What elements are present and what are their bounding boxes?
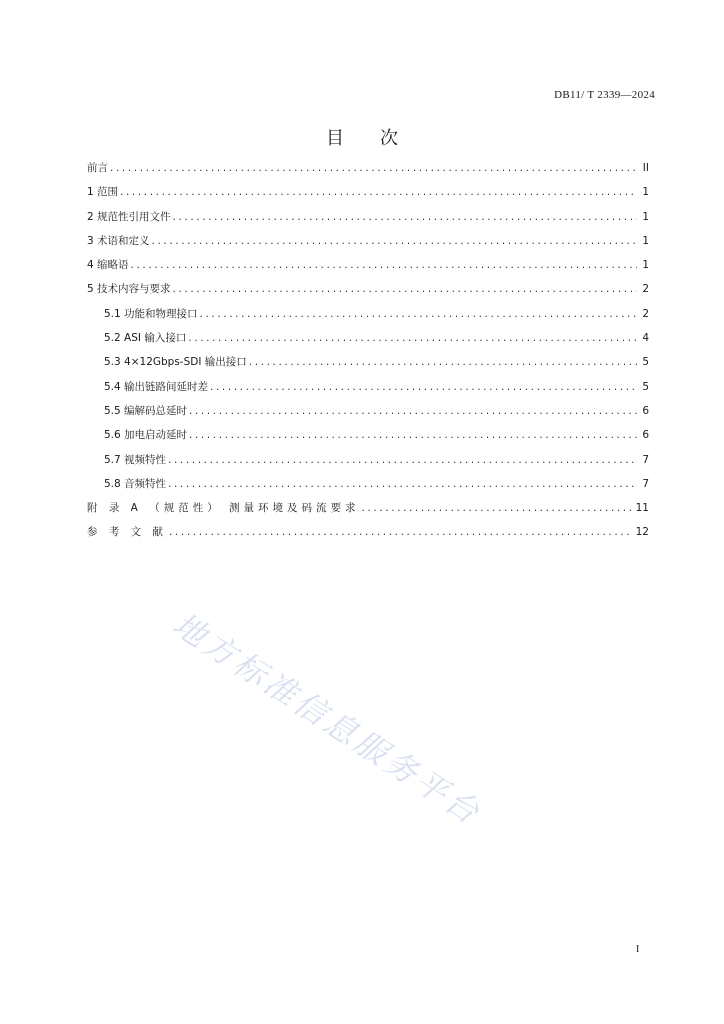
toc-entry-label: 5.8 音频特性 (104, 477, 167, 490)
toc-subentry[interactable] (87, 354, 649, 378)
toc-leader (152, 235, 637, 247)
toc-entry-label: 5.4 输出链路间延时差 (104, 380, 209, 393)
toc-leader (200, 308, 637, 320)
toc-entry-label: 2 规范性引用文件 (87, 210, 171, 223)
title-part-2: 次 (380, 128, 398, 149)
toc-subentry[interactable] (87, 452, 649, 476)
toc-entry-page: 5 (642, 380, 649, 393)
toc-entry-label: 附 录 A （规范性） 测量环境及码流要求 (87, 502, 360, 515)
toc-leader (189, 405, 637, 417)
toc-subentry[interactable] (87, 427, 649, 451)
toc-entry[interactable] (87, 184, 649, 208)
toc-leader (210, 381, 637, 393)
toc-leader (168, 478, 637, 490)
toc-entry-page: 1 (642, 259, 649, 272)
page-number: I (636, 944, 640, 955)
toc-entry[interactable] (87, 233, 649, 257)
toc-entry-label: 5 技术内容与要求 (87, 283, 171, 296)
toc-entry-label: 参 考 文 献 (87, 526, 168, 539)
toc-entry-page: 2 (642, 283, 649, 296)
toc-leader (120, 186, 637, 198)
toc-entry-label: 前言 (87, 162, 108, 174)
toc-entry[interactable] (87, 209, 649, 233)
toc-entry[interactable] (87, 281, 649, 305)
toc-entry-label: 1 范围 (87, 186, 119, 199)
toc-subentry[interactable] (87, 379, 649, 403)
toc-leader (249, 356, 637, 368)
toc-entry-page: 7 (642, 453, 649, 466)
toc-entry-page: 5 (642, 356, 649, 369)
toc-entry-label: 5.3 4×12Gbps-SDI 输出接口 (104, 356, 247, 369)
toc-subentry[interactable] (87, 476, 649, 500)
toc-leader (110, 162, 637, 174)
toc-leader (189, 429, 637, 441)
table-of-contents (87, 160, 649, 549)
toc-subentry[interactable] (87, 330, 649, 354)
toc-entry-label: 4 缩略语 (87, 259, 129, 272)
toc-leader (173, 211, 637, 223)
toc-entry-page: 6 (642, 404, 649, 417)
toc-entry-label: 5.5 编解码总延时 (104, 404, 188, 417)
toc-entry-references[interactable] (87, 524, 649, 548)
toc-entry[interactable] (87, 160, 649, 184)
toc-entry-page: 11 (635, 502, 649, 515)
toc-leader (362, 502, 632, 514)
page-title (0, 124, 724, 150)
standard-code: DB11/ T 2339—2024 (554, 89, 655, 101)
toc-entry-appendix[interactable] (87, 500, 649, 524)
toc-entry-page: 4 (642, 332, 649, 345)
toc-entry-page: 6 (642, 429, 649, 442)
toc-leader (173, 283, 637, 295)
toc-entry-page: 1 (642, 234, 649, 247)
toc-leader (131, 259, 637, 271)
toc-entry-page: 2 (642, 307, 649, 320)
toc-leader (188, 332, 637, 344)
toc-subentry[interactable] (87, 403, 649, 427)
toc-entry-page: 1 (642, 186, 649, 199)
toc-entry-page: 12 (635, 526, 649, 539)
toc-entry-label: 3 术语和定义 (87, 234, 150, 247)
toc-entry-label: 5.2 ASI 输入接口 (104, 332, 187, 345)
toc-entry-label: 5.6 加电启动延时 (104, 429, 188, 442)
toc-entry[interactable] (87, 257, 649, 281)
title-part-1: 目 (326, 128, 344, 149)
toc-entry-page: 7 (642, 477, 649, 490)
toc-entry-label: 5.1 功能和物理接口 (104, 307, 198, 320)
toc-leader (168, 454, 637, 466)
toc-entry-page: II (642, 162, 649, 174)
toc-subentry[interactable] (87, 306, 649, 330)
toc-entry-page: 1 (642, 210, 649, 223)
toc-entry-label: 5.7 视频特性 (104, 453, 167, 466)
toc-leader (169, 526, 632, 538)
watermark: 地方标准信息服务平台 (166, 605, 489, 833)
